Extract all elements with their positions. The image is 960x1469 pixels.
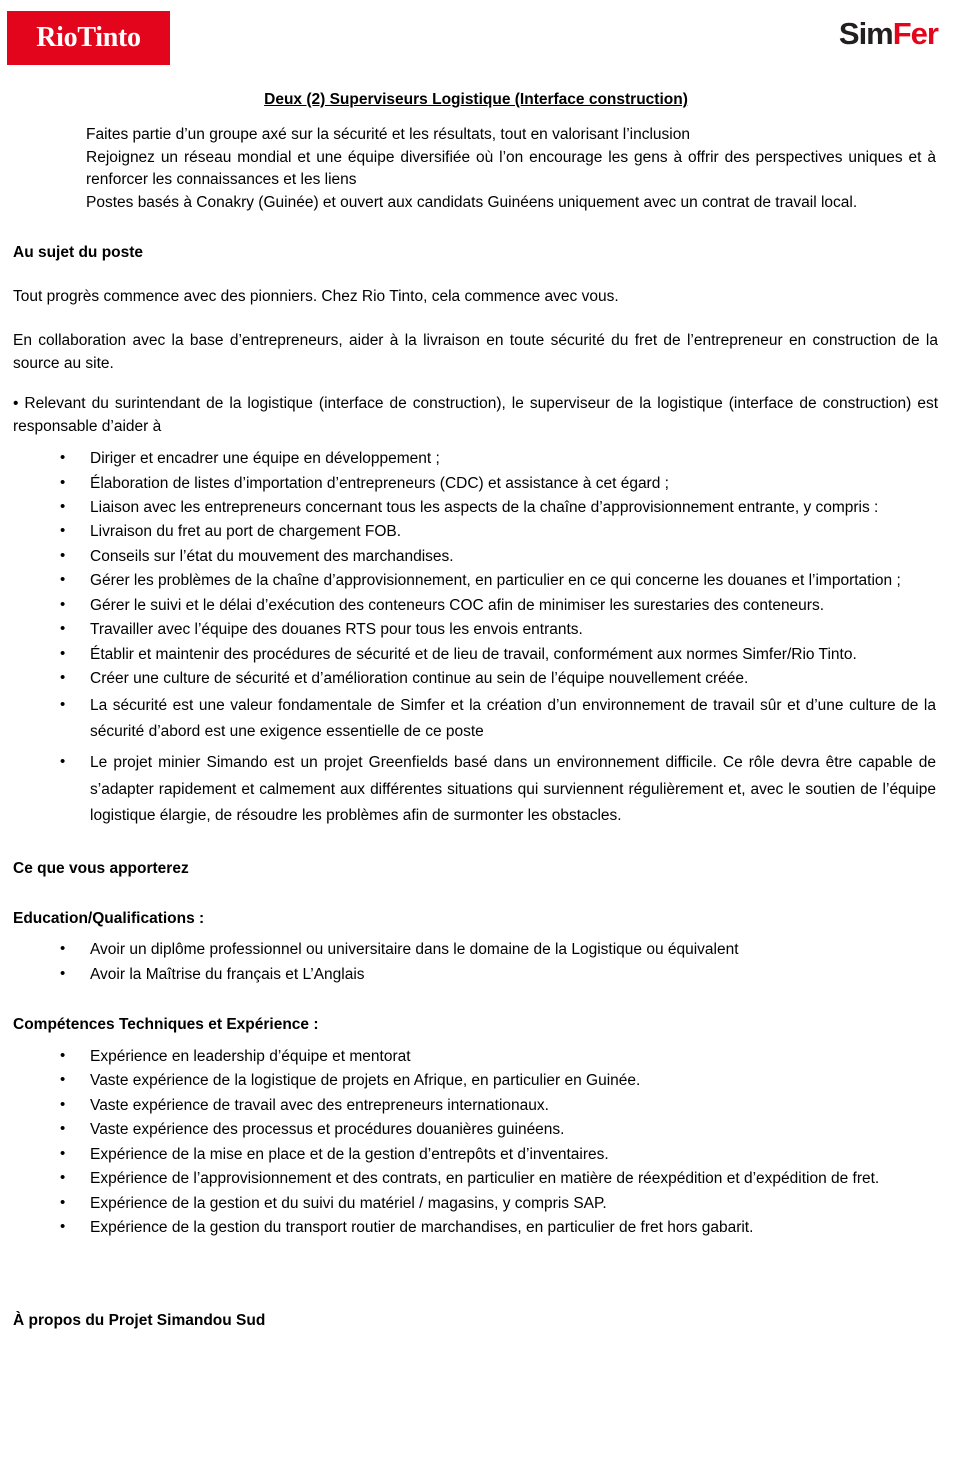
heading-education-qualifications: Education/Qualifications : (13, 909, 205, 927)
list-item: • Expérience en leadership d’équipe et mentorat (10, 1046, 942, 1068)
list-item: • Créer une culture de sécurité et d’amélioration continue au sein de l’équipe nouvellement créée. (10, 668, 942, 690)
intro-line-3: Postes basés à Conakry (Guinée) et ouvert aux candidats Guinéens uniquement avec un contrat de travail local. (86, 193, 858, 211)
intro-line-1: Faites partie d’un groupe axé sur la sécurité et les résultats, tout en valorisant l’inclusion (86, 126, 690, 144)
list-item: • Travailler avec l’équipe des douanes RTS pour tous les envois entrants. (10, 619, 942, 641)
list-item: • Avoir la Maîtrise du français et L’Anglais (10, 964, 942, 986)
document-header (0, 0, 960, 74)
list-item: • La sécurité est une valeur fondamentale de Simfer et la création d’un environnement de travail sûr et d’une culture de la sécurité d’abord est une exigence essentielle de ce poste (10, 693, 942, 746)
list-item: • Expérience de la mise en place et de la gestion d’entrepôts et d’inventaires. (10, 1144, 942, 1166)
simfer-logo (839, 18, 938, 49)
document-body (0, 90, 960, 1331)
list-item: • Expérience de l’approvisionnement et des contrats, en particulier en matière de réexpédition et d’expédition de fret. (10, 1168, 942, 1190)
heading-technical-skills: Compétences Techniques et Expérience : (13, 1016, 319, 1034)
list-item: • Expérience de la gestion et du suivi du matériel / magasins, y compris SAP. (10, 1193, 942, 1215)
list-item: • Vaste expérience des processus et procédures douanières guinéens. (10, 1119, 942, 1141)
intro-block (10, 124, 942, 214)
list-item: • Diriger et encadrer une équipe en développement ; (10, 448, 942, 470)
list-item: • Élaboration de listes d’importation d’entrepreneurs (CDC) et assistance à cet égard ; (10, 473, 942, 495)
responsibilities-list (10, 448, 942, 830)
list-item: • Le projet minier Simando est un projet Greenfields basé dans un environnement difficile. Ce rôle devra être capable de s’adapter rapidement et calmement aux différentes situations qui surviennent régulièrement et, avec le soutien de l’équipe logistique élargie, de résoudre les problèmes afin de surmonter les obstacles. (10, 750, 942, 830)
simfer-logo-fer: Fer (892, 16, 938, 51)
list-item: • Avoir un diplôme professionnel ou universitaire dans le domaine de la Logistique ou équivalent (10, 939, 942, 961)
list-item: • Conseils sur l’état du mouvement des marchandises. (10, 546, 942, 568)
education-list (10, 939, 942, 986)
about-role-paragraph-2: En collaboration avec la base d’entrepreneurs, aider à la livraison en toute sécurité du fret de l’entrepreneur en construction de la source au site. (13, 332, 938, 372)
list-item: • Vaste expérience de la logistique de projets en Afrique, en particulier en Guinée. (10, 1070, 942, 1092)
riotinto-logo (7, 11, 170, 65)
page-title: Deux (2) Superviseurs Logistique (Interface construction) (264, 91, 688, 108)
list-item: • Liaison avec les entrepreneurs concernant tous les aspects de la chaîne d’approvisionnement entrante, y compris : (10, 497, 942, 519)
list-item: • Établir et maintenir des procédures de sécurité et de lieu de travail, conformément aux normes Simfer/Rio Tinto. (10, 644, 942, 666)
about-role-paragraph-3: • Relevant du surintendant de la logistique (interface de construction), le superviseur de la logistique (interface de construction) est responsable d’aider à (13, 395, 938, 435)
list-item: • Gérer les problèmes de la chaîne d’approvisionnement, en particulier en ce qui concerne les douanes et l’importation ; (10, 570, 942, 592)
intro-line-2: Rejoignez un réseau mondial et une équipe diversifiée où l’on encourage les gens à offrir des perspectives uniques et à renforcer les connaissances et les liens (86, 148, 936, 189)
list-item: • Livraison du fret au port de chargement FOB. (10, 521, 942, 543)
list-item: • Gérer le suivi et le délai d’exécution des conteneurs COC afin de minimiser les surestaries des conteneurs. (10, 595, 942, 617)
section-spacer (10, 1242, 942, 1282)
heading-what-you-bring: Ce que vous apporterez (13, 860, 189, 878)
heading-about-role: Au sujet du poste (13, 244, 144, 262)
skills-list (10, 1046, 942, 1240)
list-item: • Vaste expérience de travail avec des entrepreneurs internationaux. (10, 1095, 942, 1117)
about-role-paragraph-1: Tout progrès commence avec des pionniers. Chez Rio Tinto, cela commence avec vous. (13, 287, 619, 305)
riotinto-logo-text: RioTinto (36, 22, 141, 53)
heading-about-project: À propos du Projet Simandou Sud (13, 1311, 266, 1329)
simfer-logo-sim: Sim (838, 16, 893, 51)
list-item: • Expérience de la gestion du transport routier de marchandises, en particulier de fret hors gabarit. (10, 1217, 942, 1239)
